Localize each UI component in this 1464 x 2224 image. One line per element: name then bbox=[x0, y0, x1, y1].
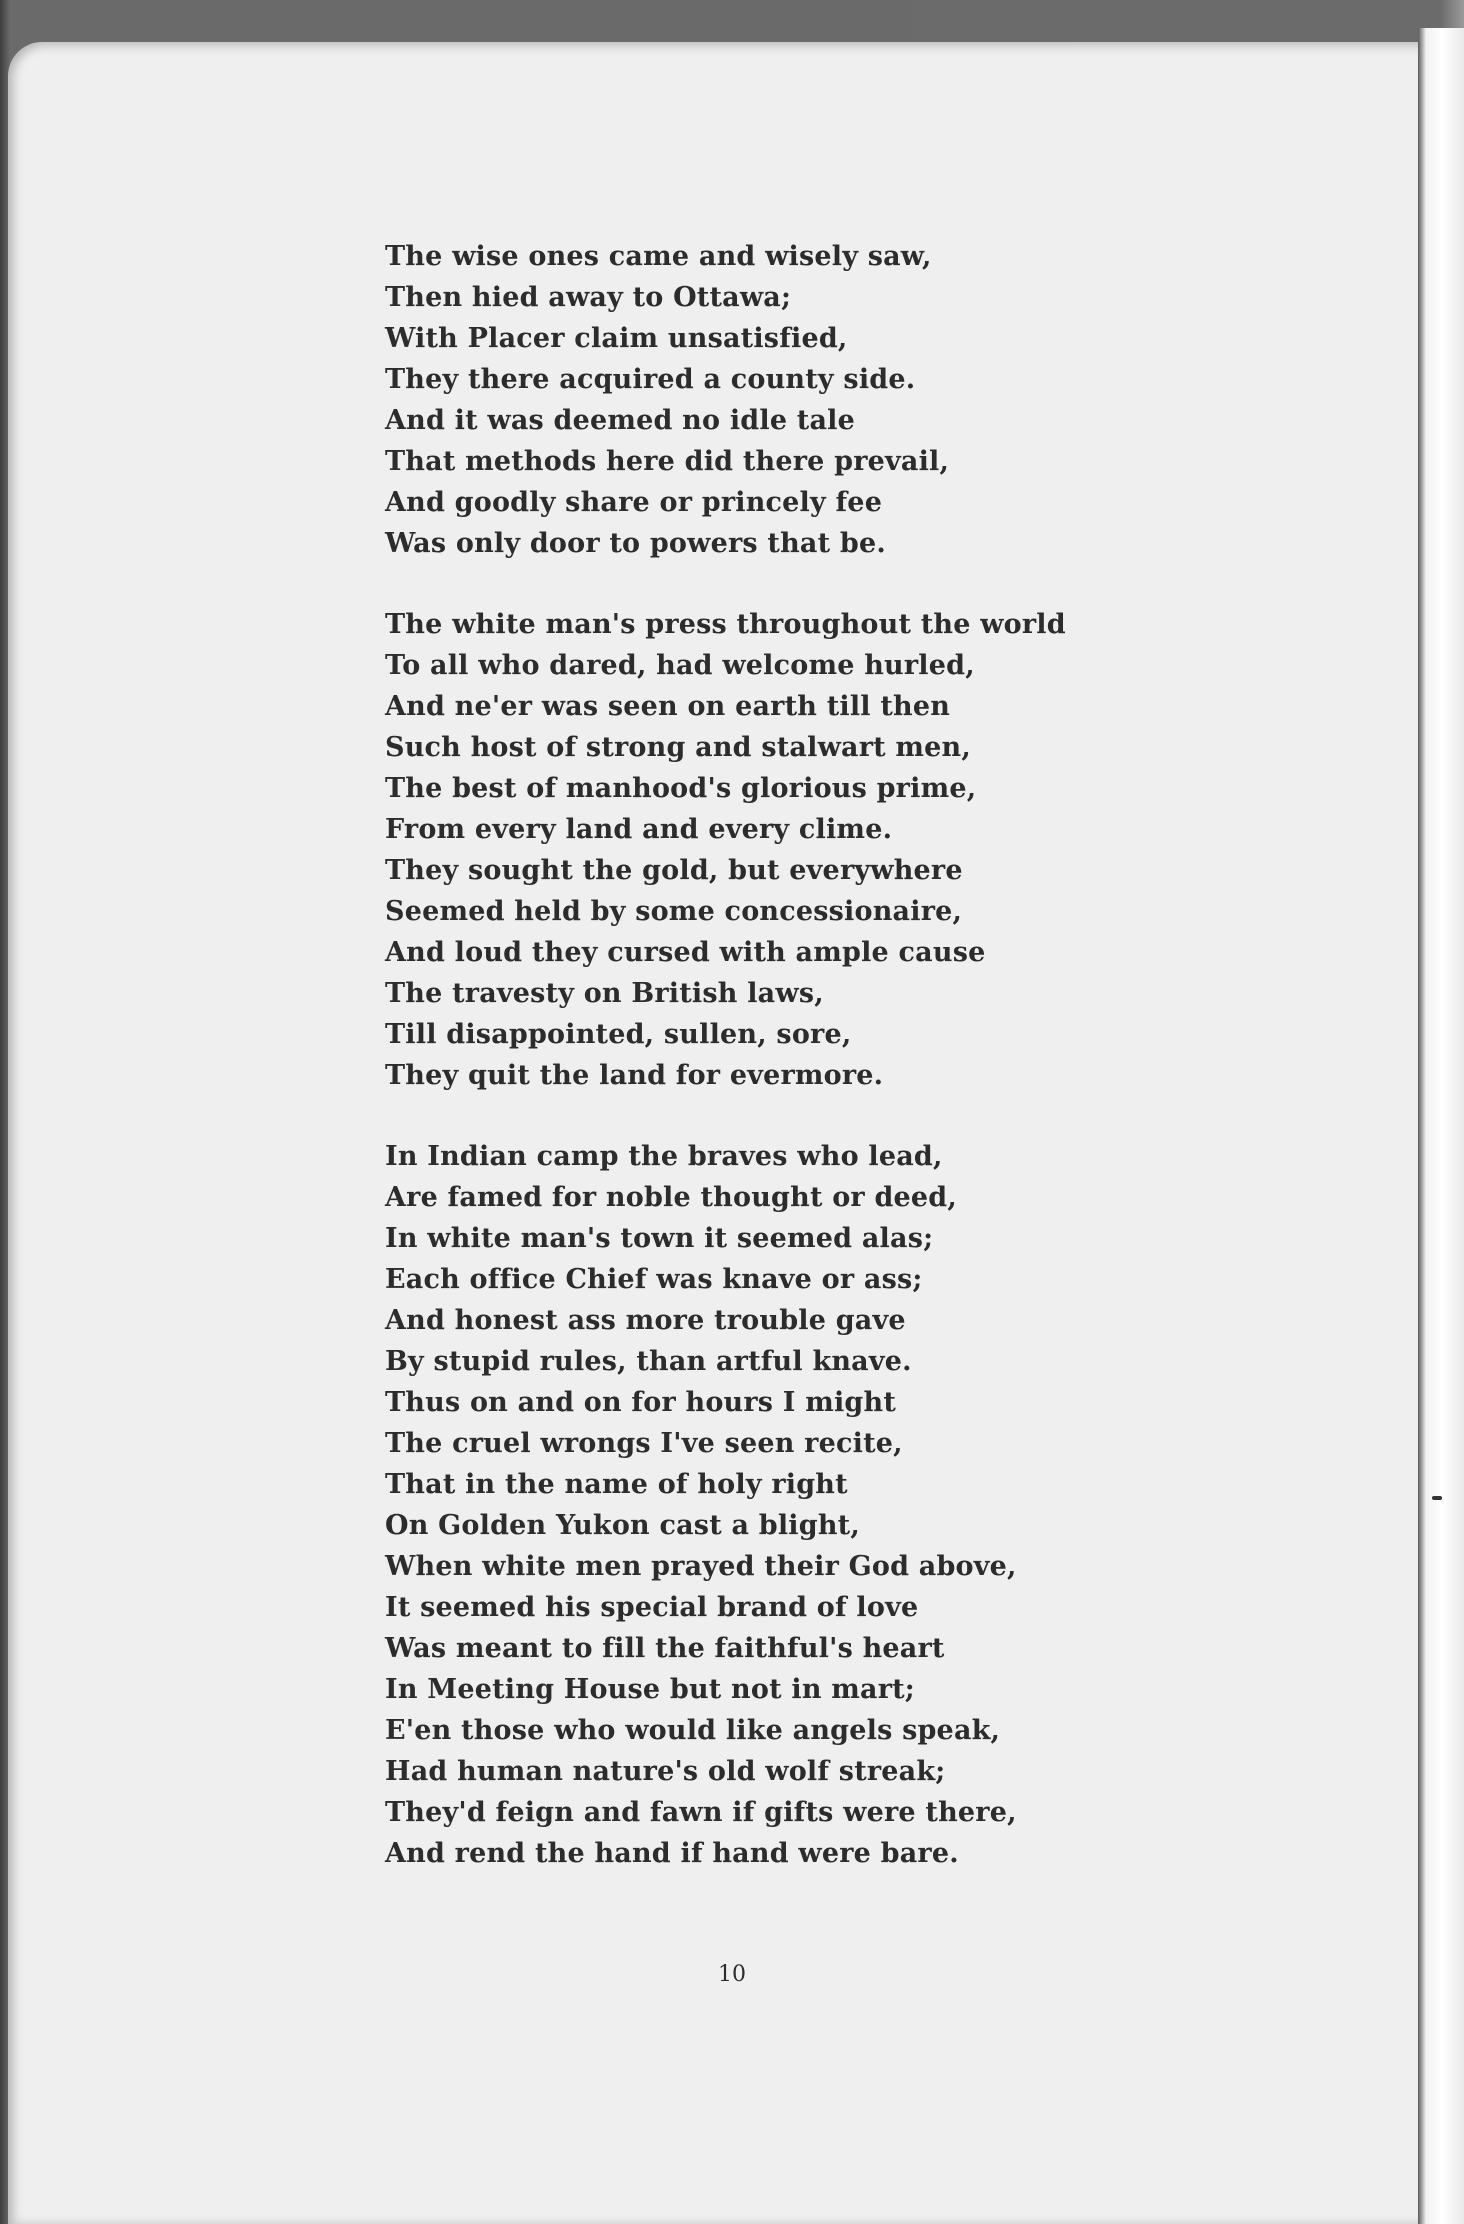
poem-body bbox=[385, 236, 1145, 1874]
poem-line: Was meant to fill the faithful's heart bbox=[385, 1633, 945, 1664]
poem-line: On Golden Yukon cast a blight, bbox=[385, 1510, 860, 1541]
poem-line: Seemed held by some concessionaire, bbox=[385, 896, 963, 927]
poem-line: And loud they cursed with ample cause bbox=[385, 937, 986, 968]
poem-line: And goodly share or princely fee bbox=[385, 487, 883, 518]
poem-line: Was only door to powers that be. bbox=[385, 528, 886, 559]
poem-line: Thus on and on for hours I might bbox=[385, 1387, 897, 1418]
poem-line: E'en those who would like angels speak, bbox=[385, 1715, 1001, 1746]
poem-line: Then hied away to Ottawa; bbox=[385, 282, 792, 313]
poem-line: In white man's town it seemed alas; bbox=[385, 1223, 934, 1254]
poem-line: And ne'er was seen on earth till then bbox=[385, 691, 951, 722]
poem-line: And it was deemed no idle tale bbox=[385, 405, 855, 436]
poem-line: By stupid rules, than artful knave. bbox=[385, 1346, 912, 1377]
page-number: 10 bbox=[718, 1962, 746, 1987]
poem-line: With Placer claim unsatisfied, bbox=[385, 323, 848, 354]
poem-line: They there acquired a county side. bbox=[385, 364, 916, 395]
poem-line: Each office Chief was knave or ass; bbox=[385, 1264, 923, 1295]
stanza bbox=[385, 1136, 1145, 1874]
poem-line: To all who dared, had welcome hurled, bbox=[385, 650, 975, 681]
poem-line: In Meeting House but not in mart; bbox=[385, 1674, 915, 1705]
stanza bbox=[385, 604, 1145, 1096]
scan-speck bbox=[1432, 1496, 1442, 1500]
poem-line: That methods here did there prevail, bbox=[385, 446, 950, 477]
poem-line: And honest ass more trouble gave bbox=[385, 1305, 906, 1336]
adjacent-page-edge bbox=[1418, 28, 1464, 2224]
poem-line: They'd feign and fawn if gifts were there, bbox=[385, 1797, 1017, 1828]
poem-line: Are famed for noble thought or deed, bbox=[385, 1182, 957, 1213]
poem-line: They quit the land for evermore. bbox=[385, 1060, 884, 1091]
poem-line: And rend the hand if hand were bare. bbox=[385, 1838, 959, 1869]
poem-line: It seemed his special brand of love bbox=[385, 1592, 919, 1623]
poem-line: They sought the gold, but everywhere bbox=[385, 855, 963, 886]
poem-line: Such host of strong and stalwart men, bbox=[385, 732, 971, 763]
poem-line: That in the name of holy right bbox=[385, 1469, 848, 1500]
stanza bbox=[385, 236, 1145, 564]
poem-line: Till disappointed, sullen, sore, bbox=[385, 1019, 852, 1050]
poem-line: In Indian camp the braves who lead, bbox=[385, 1141, 943, 1172]
poem-line: The wise ones came and wisely saw, bbox=[385, 241, 932, 272]
poem-line: The white man's press throughout the world bbox=[385, 609, 1066, 640]
poem-line: The cruel wrongs I've seen recite, bbox=[385, 1428, 903, 1459]
poem-line: The best of manhood's glorious prime, bbox=[385, 773, 977, 804]
poem-line: Had human nature's old wolf streak; bbox=[385, 1756, 946, 1787]
poem-line: From every land and every clime. bbox=[385, 814, 893, 845]
poem-line: The travesty on British laws, bbox=[385, 978, 824, 1009]
poem-line: When white men prayed their God above, bbox=[385, 1551, 1017, 1582]
